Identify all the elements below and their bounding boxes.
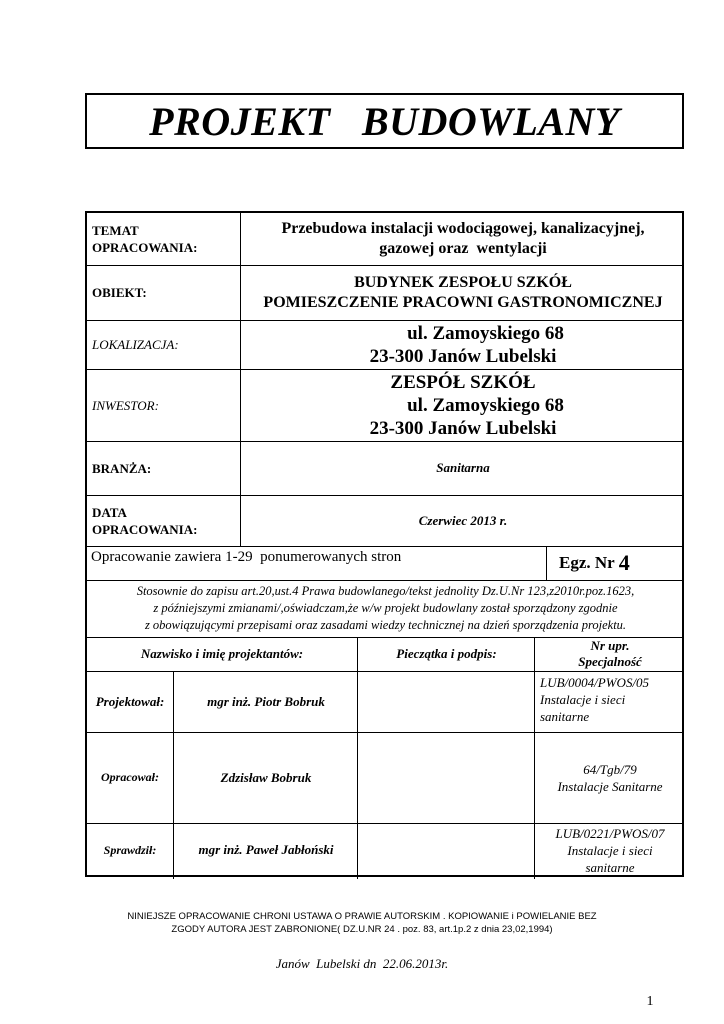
stamp-cell xyxy=(359,823,534,877)
statement: Stosownie do zapisu art.20,ust.4 Prawa budowlanego/tekst jednolity Dz.U.Nr 123,z2010r.poz.1623, z późniejszymi zmianami/,oświadczam,że w/w projekt budowlany został sporządzony zgodnie z obowiązującymi przepisami oraz zasadami wiedzy technicznej na dzień sporządzenia projektu. xyxy=(136,584,635,632)
license-cell: LUB/0004/PWOS/05 Instalacje i sieci sanitarne xyxy=(540,675,650,724)
label-branza: BRANŻA: xyxy=(92,460,152,476)
value-temat: Przebudowa instalacji wodociągowej, kanalizacyjnej, gazowej oraz wentylacji xyxy=(281,220,645,257)
page-number: 1 xyxy=(646,994,654,1009)
role-opracowal: Opracował: xyxy=(101,770,159,784)
license-cell: LUB/0221/PWOS/07 Instalacje i sieci sanitarne xyxy=(555,825,665,875)
stamp-cell xyxy=(359,671,534,732)
label-lokalizacja: LOKALIZACJA: xyxy=(92,337,179,352)
label-temat: TEMAT OPRACOWANIA: xyxy=(92,223,198,255)
stamp-cell xyxy=(359,732,534,823)
copyright-notice: NINIEJSZE OPRACOWANIE CHRONI USTAWA O PRAWIE AUTORSKIM . KOPIOWANIE i POWIELANIE BEZ ZGODY AUTORA JEST ZABRONIONE( DZ.U.NR 24 . poz. 83, art.1p.2 z dnia 23,02,1994) xyxy=(127,911,597,935)
copy-number: Egz. Nr 4 xyxy=(559,550,630,575)
title-box xyxy=(85,93,684,149)
header-stamp: Pieczątka i podpis: xyxy=(396,646,497,661)
place-date: Janów Lubelski dn 22.06.2013r. xyxy=(275,956,449,971)
designer-name: mgr inż. Paweł Jabłoński xyxy=(198,842,334,857)
document-title: PROJEKT BUDOWLANY xyxy=(149,98,620,144)
project-info-table xyxy=(85,211,684,877)
value-inwestor: ZESPÓŁ SZKÓŁ ul. Zamoyskiego 68 23-300 Janów Lubelski xyxy=(369,371,564,439)
value-obiekt: BUDYNEK ZESPOŁU SZKÓŁ POMIESZCZENIE PRACOWNI GASTRONOMICZNEJ xyxy=(263,273,663,311)
label-inwestor: INWESTOR: xyxy=(92,397,159,413)
label-obiekt: OBIEKT: xyxy=(92,285,147,300)
role-projektowal: Projektował: xyxy=(95,693,165,709)
designer-name: Zdzisław Bobruk xyxy=(220,769,312,785)
header-designers: Nazwisko i imię projektantów: xyxy=(140,646,304,661)
header-license: Nr upr. Specjalność xyxy=(578,638,642,669)
value-branza: Sanitarna xyxy=(436,460,490,475)
value-data: Czerwiec 2013 r. xyxy=(418,512,508,528)
designer-name: mgr inż. Piotr Bobruk xyxy=(207,693,325,709)
value-lokalizacja: ul. Zamoyskiego 68 23-300 Janów Lubelski xyxy=(369,322,564,367)
license-cell: 64/Tgb/79 Instalacje Sanitarne xyxy=(557,761,663,794)
pages-note: Opracowanie zawiera 1-29 ponumerowanych stron xyxy=(91,548,402,565)
role-sprawdzil: Sprawdził: xyxy=(103,842,157,857)
label-data: DATA OPRACOWANIA: xyxy=(92,504,198,537)
